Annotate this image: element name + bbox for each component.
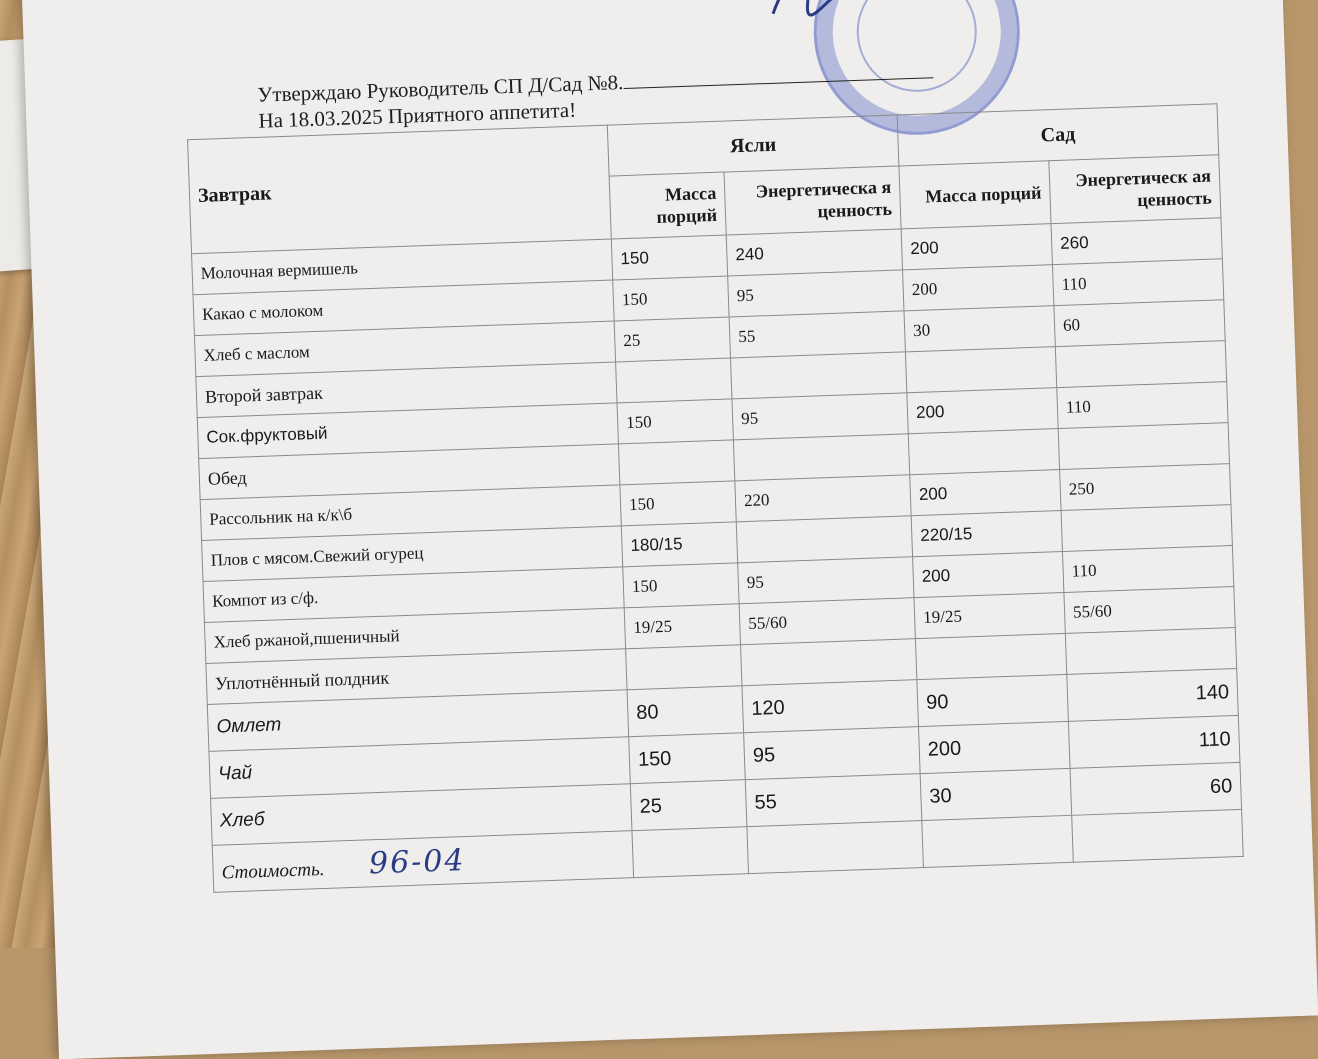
section-header: Второй завтрак [196,362,617,418]
col-mass-sad: Масса порций [899,161,1051,229]
dish-name: Плов с мясом.Свежий огурец [202,526,623,582]
sad-energy [1061,505,1232,552]
sad-energy: 110 [1052,259,1223,306]
dish-name: Омлет [207,690,628,752]
sad-energy: 110 [1057,382,1228,429]
dish-name: Хлеб [211,784,632,846]
empty-cell [618,440,734,485]
col-energy-yasli: Энергетическа я ценность [724,166,901,235]
dish-name: Компот из с/ф. [203,567,624,623]
yasli-mass: 150 [611,235,727,280]
yasli-energy: 55 [729,311,905,358]
empty-cell [632,827,749,878]
section-header: Уплотнённый полдник [206,649,627,705]
sad-energy: 260 [1051,218,1222,265]
dish-name: Чай [209,737,630,799]
dish-name: Какао с молоком [193,280,614,336]
sad-mass: 200 [910,470,1061,516]
dish-name: Молочная вермишель [192,239,613,295]
sad-mass: 200 [913,551,1064,597]
sad-energy: 60 [1054,300,1225,347]
group-sad: Сад [897,104,1219,166]
yasli-energy: 95 [728,270,904,317]
sad-mass: 200 [903,265,1054,311]
yasli-energy: 220 [735,475,911,522]
yasli-energy: 95 [744,727,921,780]
dish-name: Сок.фруктовый [197,403,618,459]
yasli-mass: 150 [613,276,729,321]
empty-cell [731,352,907,399]
sad-mass: 30 [920,768,1072,820]
sad-mass: 200 [919,721,1071,773]
col-mass-yasli: Масса порций [609,172,726,239]
sad-mass: 200 [907,388,1058,434]
yasli-mass: 150 [629,733,746,784]
empty-cell [733,434,909,481]
sad-energy: 55/60 [1064,587,1235,634]
sad-energy: 60 [1070,762,1242,815]
sad-energy: 250 [1060,464,1231,511]
cost-value: 96-04 [368,842,467,881]
yasli-energy: 95 [732,393,908,440]
empty-cell [741,639,917,686]
yasli-mass: 19/25 [624,604,740,649]
empty-cell [747,821,924,874]
yasli-mass: 180/15 [621,522,737,567]
section-header: Обед [199,444,620,500]
sad-mass: 19/25 [914,592,1065,638]
menu-sheet [20,0,1318,1059]
yasli-mass: 150 [623,563,739,608]
sad-mass: 220/15 [911,511,1062,557]
yasli-energy: 55 [745,774,922,827]
dish-name: Хлеб ржаной,пшеничный [204,608,625,664]
dish-name: Рассольник на к/к\б [200,485,621,541]
empty-cell [616,358,732,403]
sad-energy: 140 [1067,668,1239,721]
signature-line [623,59,933,89]
yasli-energy [736,516,912,563]
yasli-energy: 240 [726,229,902,276]
yasli-mass: 150 [620,481,736,526]
yasli-energy: 120 [742,680,919,733]
meal-header-breakfast: Завтрак [188,125,612,254]
sad-mass: 30 [904,306,1055,352]
sad-mass: 200 [901,224,1052,270]
empty-cell [1055,341,1226,388]
yasli-energy: 55/60 [739,598,915,645]
sad-energy: 110 [1068,715,1240,768]
cost-label: Стоимость. [221,858,325,884]
empty-cell [626,645,742,690]
empty-cell [1058,423,1229,470]
empty-cell [922,815,1074,867]
empty-cell [1072,809,1244,862]
approval-line: Утверждаю Руководитель СП Д/Сад №8. [257,70,624,107]
dish-name: Хлеб с маслом [194,321,615,377]
group-yasli: Ясли [607,115,899,176]
yasli-energy: 95 [738,557,914,604]
yasli-mass: 25 [630,780,747,831]
sad-mass: 90 [917,674,1069,726]
empty-cell [915,633,1066,679]
menu-table [187,103,1244,893]
empty-cell [908,429,1059,475]
empty-cell [1065,628,1236,675]
sad-energy: 110 [1062,546,1233,593]
col-energy-sad: Энергетическ ая ценность [1049,155,1221,224]
yasli-mass: 25 [614,317,730,362]
yasli-mass: 150 [617,399,733,444]
date-line: На 18.03.2025 Приятного аппетита! [258,97,577,133]
empty-cell [905,347,1056,393]
yasli-mass: 80 [627,686,744,737]
